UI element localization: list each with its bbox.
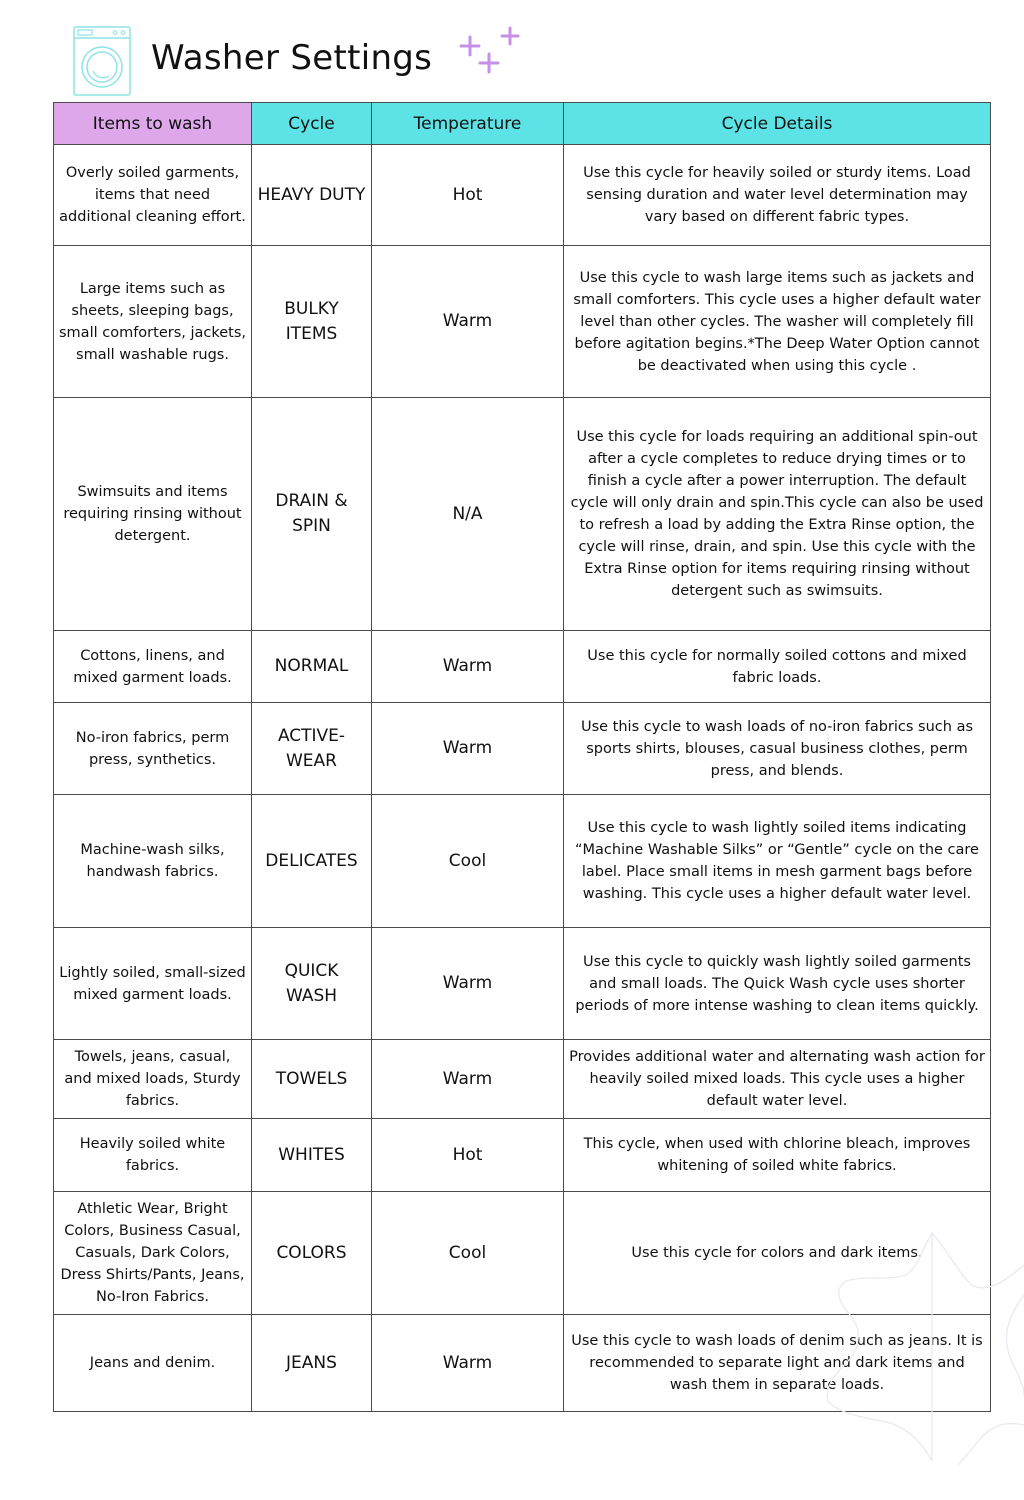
temperature-cell: Warm	[372, 928, 564, 1040]
items-cell: Overly soiled garments, items that need additional cleaning effort.	[54, 145, 252, 246]
cycle-cell: DRAIN & SPIN	[252, 398, 372, 631]
cycle-cell: ACTIVE-WEAR	[252, 703, 372, 795]
items-cell: Jeans and denim.	[54, 1315, 252, 1412]
details-cell: Use this cycle to wash large items such as jackets and small comforters. This cycle uses a higher default water level than other cycles. The washer will completely fill before agitation begins.*The Deep Water Option cannot be deactivated when using this cycle .	[564, 246, 991, 398]
items-cell: Lightly soiled, small-sized mixed garment loads.	[54, 928, 252, 1040]
items-cell: Heavily soiled white fabrics.	[54, 1119, 252, 1192]
cycle-cell: QUICK WASH	[252, 928, 372, 1040]
page-header	[0, 0, 1024, 102]
header-cycle: Cycle	[252, 103, 372, 145]
table-row	[54, 1040, 991, 1119]
details-cell: Use this cycle for heavily soiled or sturdy items. Load sensing duration and water level determination may vary based on different fabric types.	[564, 145, 991, 246]
details-cell: Use this cycle to quickly wash lightly soiled garments and small loads. The Quick Wash cycle uses shorter periods of more intense washing to clean items quickly.	[564, 928, 991, 1040]
temperature-cell: Hot	[372, 145, 564, 246]
header-temperature: Temperature	[372, 103, 564, 145]
items-cell: Machine-wash silks, handwash fabrics.	[54, 795, 252, 928]
details-cell: Use this cycle to wash lightly soiled items indicating “Machine Washable Silks” or “Gentle” cycle on the care label. Place small items in mesh garment bags before washing. This cycle uses a higher default water level.	[564, 795, 991, 928]
temperature-cell: Warm	[372, 246, 564, 398]
details-cell: Use this cycle to wash loads of no-iron fabrics such as sports shirts, blouses, casual business clothes, perm press, and blends.	[564, 703, 991, 795]
details-cell: Use this cycle to wash loads of denim such as jeans. It is recommended to separate light and dark items and wash them in separate loads.	[564, 1315, 991, 1412]
sparkle-icon	[458, 24, 524, 80]
details-cell: Use this cycle for loads requiring an additional spin-out after a cycle completes to reduce drying times or to finish a cycle after a power interruption. The default cycle will only drain and spin.This cycle can also be used to refresh a load by adding the Extra Rinse option, the cycle will rinse, drain, and spin. Use this cycle with the Extra Rinse option for items requiring rinsing without detergent such as swimsuits.	[564, 398, 991, 631]
table-row	[54, 795, 991, 928]
cycle-cell: DELICATES	[252, 795, 372, 928]
page-title: Washer Settings	[151, 38, 433, 78]
temperature-cell: Cool	[372, 795, 564, 928]
temperature-cell: Warm	[372, 631, 564, 703]
cycle-cell: NORMAL	[252, 631, 372, 703]
washing-machine-icon	[73, 26, 131, 96]
washer-settings-table	[53, 102, 991, 1412]
table-row	[54, 631, 991, 703]
items-cell: Swimsuits and items requiring rinsing without detergent.	[54, 398, 252, 631]
cycle-cell: TOWELS	[252, 1040, 372, 1119]
cycle-cell: BULKY ITEMS	[252, 246, 372, 398]
temperature-cell: Hot	[372, 1119, 564, 1192]
cycle-cell: WHITES	[252, 1119, 372, 1192]
decorative-star-outline-icon	[820, 1225, 1024, 1465]
temperature-cell: Warm	[372, 703, 564, 795]
items-cell: Towels, jeans, casual, and mixed loads, Sturdy fabrics.	[54, 1040, 252, 1119]
temperature-cell: Cool	[372, 1192, 564, 1315]
items-cell: No-iron fabrics, perm press, synthetics.	[54, 703, 252, 795]
table-row	[54, 928, 991, 1040]
cycle-cell: HEAVY DUTY	[252, 145, 372, 246]
items-cell: Athletic Wear, Bright Colors, Business Casual, Casuals, Dark Colors, Dress Shirts/Pants, Jeans, No-Iron Fabrics.	[54, 1192, 252, 1315]
table-row	[54, 398, 991, 631]
details-cell: Use this cycle for normally soiled cottons and mixed fabric loads.	[564, 631, 991, 703]
cycle-cell: JEANS	[252, 1315, 372, 1412]
temperature-cell: Warm	[372, 1315, 564, 1412]
header-items: Items to wash	[54, 103, 252, 145]
details-cell: Use this cycle for colors and dark items.	[564, 1192, 991, 1315]
table-row	[54, 703, 991, 795]
table-row	[54, 145, 991, 246]
table-row	[54, 1119, 991, 1192]
items-cell: Cottons, linens, and mixed garment loads.	[54, 631, 252, 703]
details-cell: This cycle, when used with chlorine bleach, improves whitening of soiled white fabrics.	[564, 1119, 991, 1192]
temperature-cell: N/A	[372, 398, 564, 631]
cycle-cell: COLORS	[252, 1192, 372, 1315]
details-cell: Provides additional water and alternating wash action for heavily soiled mixed loads. This cycle uses a higher default water level.	[564, 1040, 991, 1119]
temperature-cell: Warm	[372, 1040, 564, 1119]
table-header-row	[54, 103, 991, 145]
table-row	[54, 246, 991, 398]
header-details: Cycle Details	[564, 103, 991, 145]
items-cell: Large items such as sheets, sleeping bags, small comforters, jackets, small washable rugs.	[54, 246, 252, 398]
